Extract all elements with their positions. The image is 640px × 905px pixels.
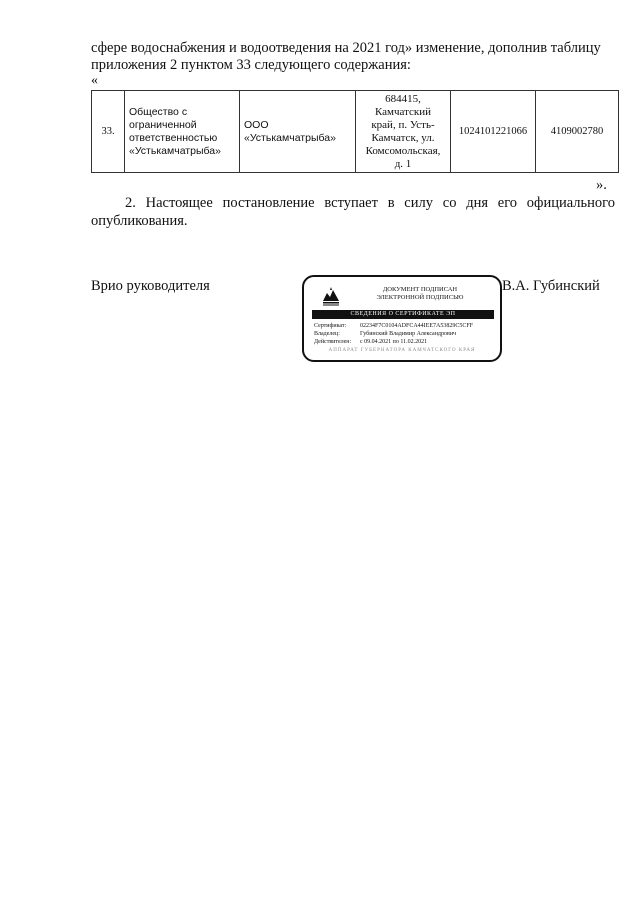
stamp-header-line: ЭЛЕКТРОННОЙ ПОДПИСЬЮ <box>376 294 464 301</box>
body-text-line-2: приложения 2 пунктом 33 следующего содержания: <box>91 57 411 73</box>
stamp-owner-label: Владелец: <box>314 331 340 337</box>
coat-of-arms-icon <box>321 286 341 306</box>
address-line: Камчатский <box>374 105 432 118</box>
ogrn-cell: 1024101221066 <box>451 91 536 173</box>
opening-quote: « <box>91 73 98 88</box>
address-line: Комсомольская, <box>365 144 441 157</box>
address-line: 684415, <box>385 92 421 105</box>
signer-title: Врио руководителя <box>91 278 210 294</box>
stamp-cert-value: 02234F7C0104ADFCA44IEE7A53829C5CFF <box>360 323 474 329</box>
stamp-valid-row <box>314 339 427 346</box>
full-name-cell: Общество с ограниченной ответственностью «Устькамчатрыба» <box>125 91 240 173</box>
address-line: д. 1 <box>394 157 412 170</box>
inn-cell: 4109002780 <box>536 91 619 173</box>
short-name-cell: ООО «Устькамчатрыба» <box>240 91 356 173</box>
address-line: край, п. Усть- <box>371 118 435 131</box>
address-cell <box>356 91 451 173</box>
electronic-signature-stamp <box>302 275 502 362</box>
stamp-header <box>346 286 494 302</box>
stamp-valid-label: Действителен: <box>314 339 352 345</box>
row-number-cell: 33. <box>92 91 125 173</box>
stamp-cert-label: Сертификат: <box>314 323 347 329</box>
stamp-cert-row <box>314 323 473 330</box>
table-row <box>92 91 619 173</box>
registry-table <box>91 90 619 173</box>
stamp-owner-value: Губинский Владимир Александрович <box>360 331 457 337</box>
stamp-valid-value: с 09.04.2021 по 11.02.2021 <box>360 339 428 345</box>
body-text-line-1: сфере водоснабжения и водоотведения на 2021 год» изменение, дополнив таблицу <box>91 40 601 56</box>
stamp-owner-row <box>314 331 456 338</box>
signer-name: В.А. Губинский <box>502 278 600 294</box>
paragraph-effective-date: 2. Настоящее постановление вступает в силу со дня его официального опубликования. <box>91 195 615 229</box>
closing-quote: ». <box>596 177 607 193</box>
stamp-header-line: ДОКУМЕНТ ПОДПИСАН <box>382 286 458 293</box>
stamp-footer: АППАРАТ ГУБЕРНАТОРА КАМЧАТСКОГО КРАЯ <box>328 348 476 353</box>
address-line: Камчатск, ул. <box>371 131 435 144</box>
stamp-certificate-bar: СВЕДЕНИЯ О СЕРТИФИКАТЕ ЭП <box>312 310 494 319</box>
